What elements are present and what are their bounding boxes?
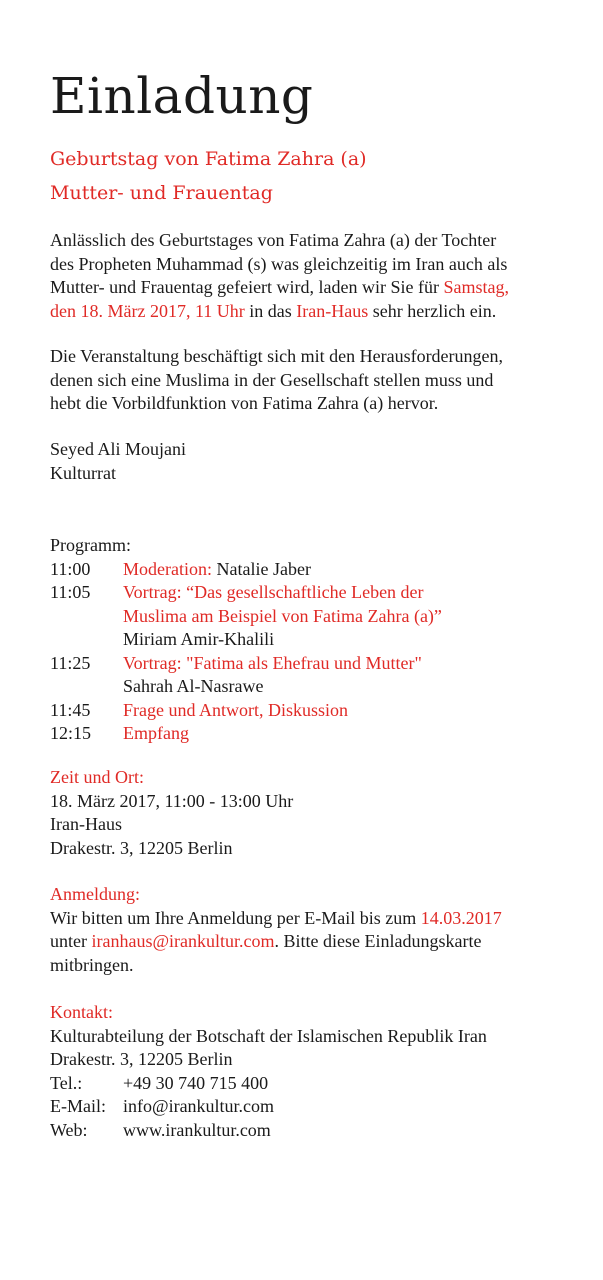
registration-line: mitbringen. xyxy=(50,954,134,975)
program-label: Frage und Antwort, Diskussion xyxy=(123,699,348,720)
program-section xyxy=(50,534,570,746)
program-label: Muslima am Beispiel von Fatima Zahra (a)” xyxy=(123,605,442,626)
registration-line xyxy=(50,930,570,954)
program-time: 12:15 xyxy=(50,723,92,743)
program-time: 11:00 xyxy=(50,558,91,579)
intro-line xyxy=(50,300,570,324)
contact-email-link[interactable]: info@irankultur.com xyxy=(123,1096,275,1116)
event-subtitle: Geburtstag von Fatima Zahra (a) xyxy=(50,148,367,170)
program-item xyxy=(50,699,570,723)
registration-heading: Anmeldung: xyxy=(50,884,140,904)
program-time: 11:25 xyxy=(50,652,91,673)
description-paragraph xyxy=(50,345,570,416)
intro-paragraph xyxy=(50,229,570,323)
description-line: Die Veranstaltung beschäftigt sich mit den Herausforderungen, xyxy=(50,346,504,366)
contact-tel-label: Tel.: xyxy=(50,1072,83,1093)
event-datetime: 18. März 2017, 11:00 - 13:00 Uhr xyxy=(50,790,294,811)
registration-email-link[interactable]: iranhaus@irankultur.com xyxy=(91,931,275,951)
program-speaker: Miriam Amir-Khalili xyxy=(123,629,275,649)
contact-email-label: E-Mail: xyxy=(50,1096,106,1116)
program-speaker: Sahrah Al-Nasrawe xyxy=(123,676,264,696)
program-item-cont xyxy=(50,605,570,629)
contact-heading: Kontakt: xyxy=(50,1002,113,1022)
program-item xyxy=(50,652,570,676)
program-label: Moderation: xyxy=(123,558,212,579)
program-item-cont xyxy=(50,675,570,699)
intro-text: sehr herzlich ein. xyxy=(368,300,497,321)
program-item-cont xyxy=(50,628,570,652)
signature-role: Kulturrat xyxy=(50,462,116,483)
contact-email-row xyxy=(50,1095,570,1119)
time-place-section xyxy=(50,766,570,860)
intro-text: in das xyxy=(244,300,297,321)
registration-text: Wir bitten um Ihre Anmeldung per E-Mail bis zum xyxy=(50,907,421,928)
contact-tel[interactable]: +49 30 740 715 400 xyxy=(123,1072,269,1093)
program-item xyxy=(50,558,570,582)
time-place-heading: Zeit und Ort: xyxy=(50,767,144,787)
event-venue: Iran-Haus xyxy=(50,814,122,834)
description-line: denen sich eine Muslima in der Gesellschaft stellen muss und xyxy=(50,369,494,390)
event-address: Drakestr. 3, 12205 Berlin xyxy=(50,837,233,858)
contact-web-link[interactable]: www.irankultur.com xyxy=(123,1119,271,1140)
contact-address: Drakestr. 3, 12205 Berlin xyxy=(50,1049,233,1069)
registration-line xyxy=(50,907,570,931)
registration-text: . Bitte diese Einladungskarte xyxy=(274,931,482,951)
contact-section xyxy=(50,1001,570,1142)
description-line: hebt die Vorbildfunktion von Fatima Zahra (a) hervor. xyxy=(50,393,439,413)
program-speaker: Natalie Jaber xyxy=(211,558,311,579)
intro-line: Anlässlich des Geburtstages von Fatima Zahra (a) der Tochter xyxy=(50,230,497,250)
contact-web-label: Web: xyxy=(50,1119,88,1140)
signature-name: Seyed Ali Moujani xyxy=(50,439,186,459)
program-heading: Programm: xyxy=(50,535,131,555)
intro-line xyxy=(50,276,570,300)
program-time: 11:45 xyxy=(50,699,91,720)
intro-text: Mutter- und Frauentag gefeiert wird, laden wir Sie für xyxy=(50,277,444,297)
event-date-highlight: den 18. März 2017, 11 Uhr xyxy=(50,300,245,321)
registration-text: unter xyxy=(50,931,92,951)
contact-tel-row xyxy=(50,1072,570,1096)
contact-org: Kulturabteilung der Botschaft der Islamischen Republik Iran xyxy=(50,1025,487,1046)
page-title: Einladung xyxy=(50,67,314,125)
program-label: Empfang xyxy=(123,723,189,743)
signature xyxy=(50,438,570,485)
intro-line: des Propheten Muhammad (s) was gleichzeitig im Iran auch als xyxy=(50,253,508,274)
contact-web-row xyxy=(50,1119,570,1143)
registration-deadline: 14.03.2017 xyxy=(420,907,502,928)
program-time: 11:05 xyxy=(50,582,91,602)
program-label: Vortrag: “Das gesellschaftliche Leben der xyxy=(123,582,424,602)
venue-highlight: Iran-Haus xyxy=(296,300,369,321)
program-item xyxy=(50,722,570,746)
program-item xyxy=(50,581,570,605)
program-label: Vortrag: "Fatima als Ehefrau und Mutter" xyxy=(123,652,422,673)
event-date-highlight: Samstag, xyxy=(443,277,510,297)
registration-section xyxy=(50,883,570,977)
event-subtitle-2: Mutter- und Frauentag xyxy=(50,182,273,204)
